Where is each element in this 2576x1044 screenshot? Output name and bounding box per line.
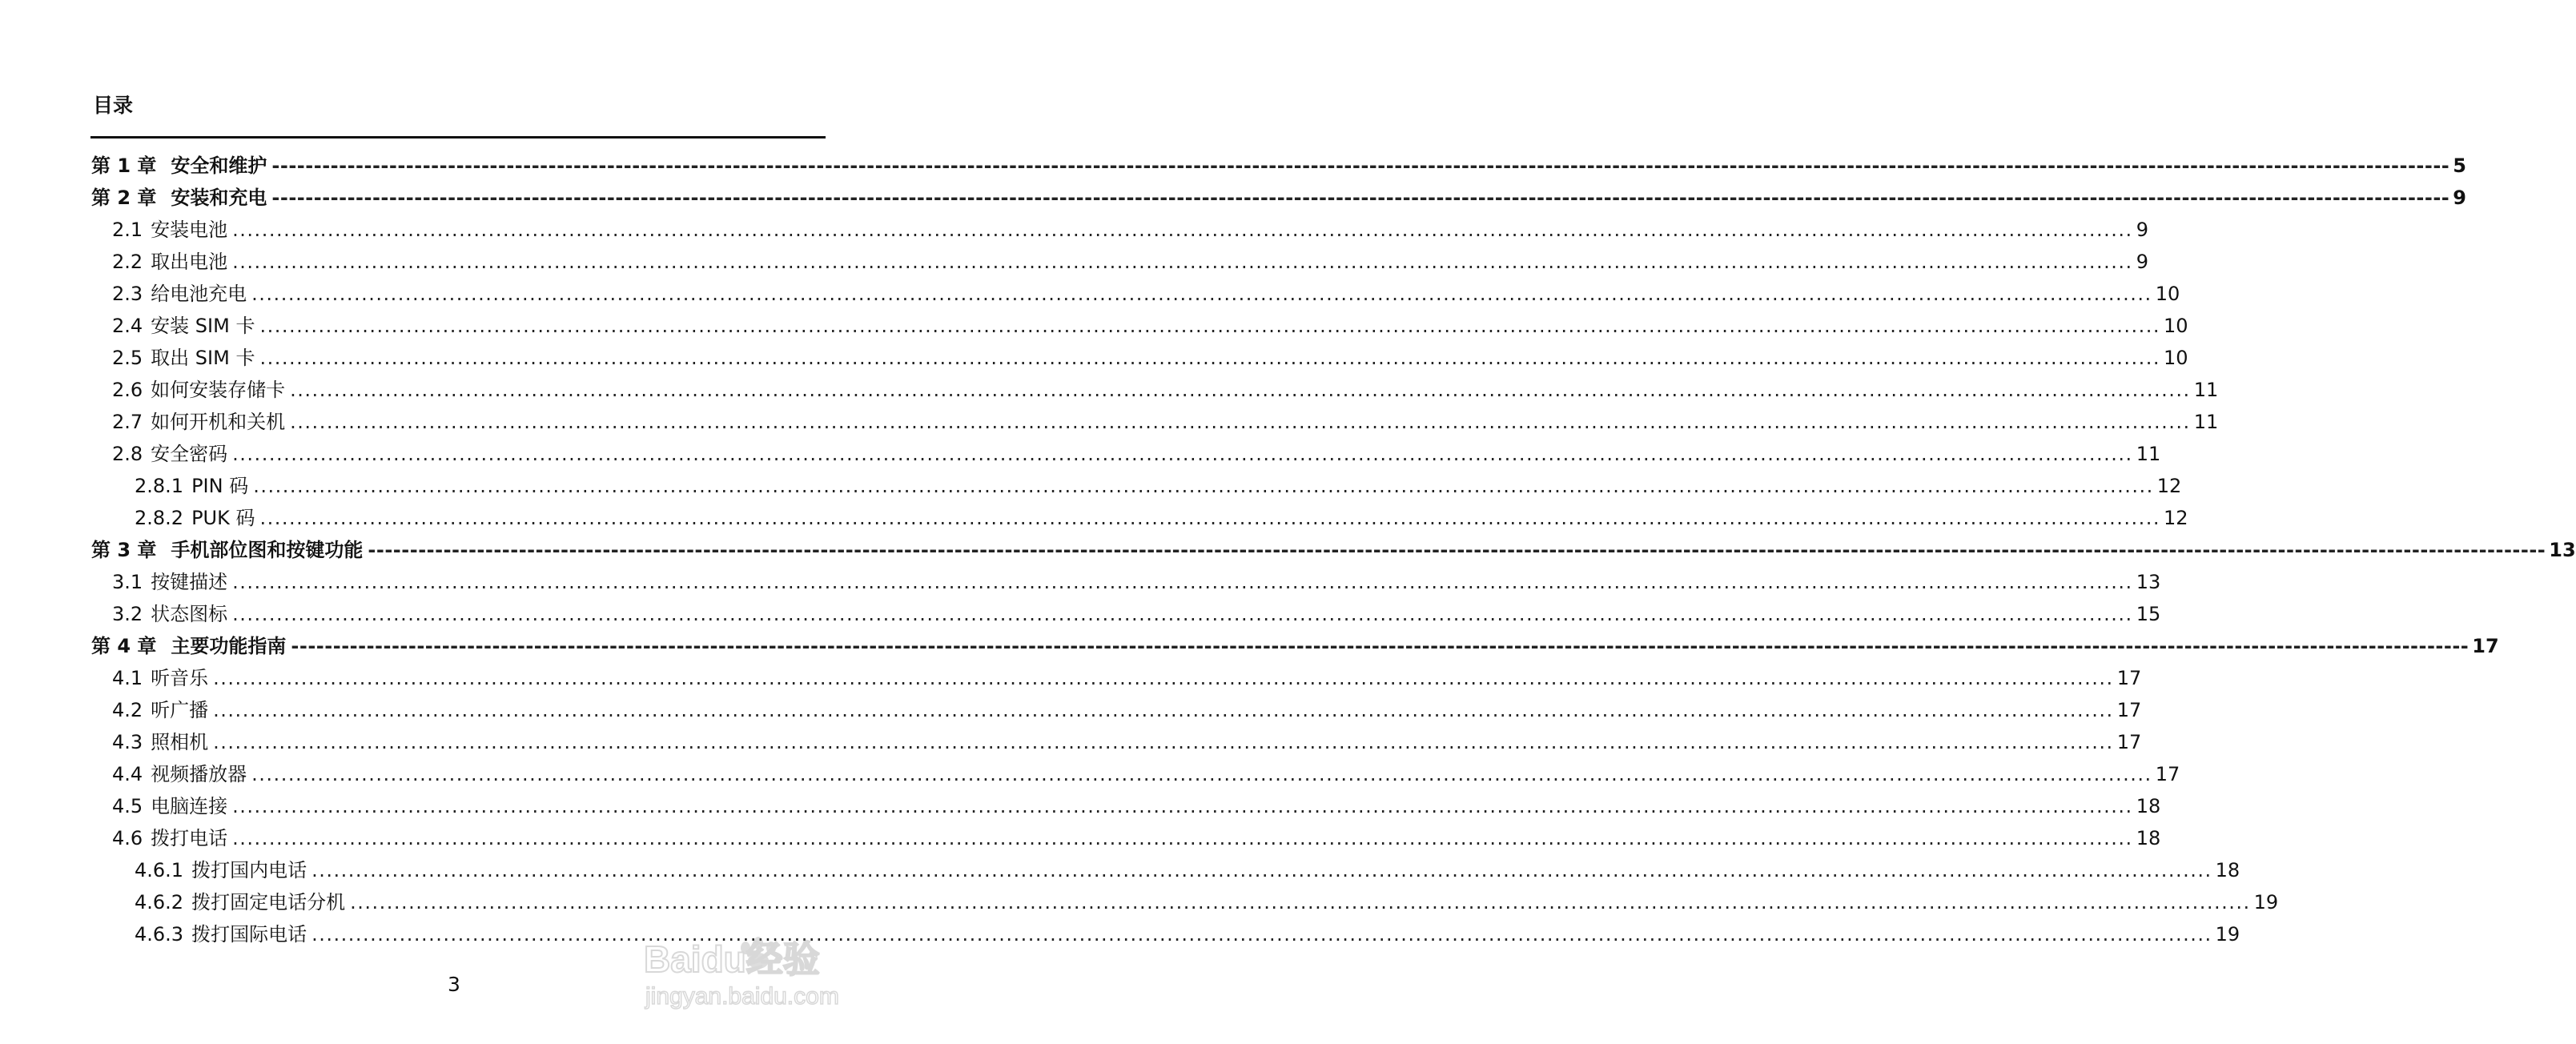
toc-entry-title: 安装和充电 [171,187,267,209]
toc-subsection-entry[interactable] [91,502,2188,534]
toc-entry-title: 电脑连接 [151,795,228,817]
toc-leader: .................................................................................................................................................................................................................................................................... [290,379,2191,401]
toc-chapter-entry[interactable] [91,150,2466,182]
toc-entry-number: 第 1 章 [91,155,157,177]
toc-entry-page: 5 [2453,155,2466,177]
toc-section-entry[interactable] [91,374,2219,406]
watermark-brand: Baidu经验 [644,938,820,980]
toc-entry-page: 10 [2155,283,2180,305]
toc-entry-number: 2.3 [112,283,143,305]
toc-entry-page: 19 [2215,923,2240,946]
toc-leader: .................................................................................................................................................................................................................................................................... [232,795,2133,817]
toc-leader: .................................................................................................................................................................................................................................................................... [251,763,2152,785]
toc-entry-title: 手机部位图和按键功能 [171,539,364,561]
toc-chapter-entry[interactable] [91,534,2576,566]
toc-section-entry[interactable] [91,406,2219,438]
heading-rule [90,136,826,139]
toc-leader: -------------------------------------------------------------------------------------------------------------------------------------------------------------------------------------------------------------------------------------------------------------------- [291,635,2470,657]
toc-leader: -------------------------------------------------------------------------------------------------------------------------------------------------------------------------------------------------------------------------------------------------------------------- [271,155,2450,177]
table-of-contents [91,150,2576,950]
toc-entry-page: 17 [2116,667,2142,689]
toc-entry-title: 如何安装存储卡 [151,379,286,401]
toc-leader: .................................................................................................................................................................................................................................................................... [232,603,2133,625]
toc-entry-title: 主要功能指南 [171,635,287,657]
toc-entry-title: 如何开机和关机 [151,411,286,433]
toc-entry-number: 2.8.1 [135,475,184,497]
toc-entry-page: 13 [2136,571,2161,593]
toc-entry-title: 安全和维护 [171,155,267,177]
toc-leader: .................................................................................................................................................................................................................................................................... [290,411,2191,433]
toc-entry-number: 4.6 [112,827,143,849]
toc-entry-page: 18 [2136,795,2161,817]
toc-entry-title: 安装电池 [151,219,228,241]
toc-entry-page: 15 [2136,603,2161,625]
toc-leader: .................................................................................................................................................................................................................................................................... [259,347,2160,369]
toc-section-entry[interactable] [91,790,2161,822]
toc-entry-title: 给电池充电 [151,283,247,305]
toc-section-entry[interactable] [91,598,2161,630]
toc-entry-page: 18 [2136,827,2161,849]
toc-entry-title: 照相机 [151,731,209,753]
toc-section-entry[interactable] [91,694,2142,726]
toc-entry-title: 状态图标 [151,603,228,625]
toc-entry-page: 11 [2193,411,2219,433]
toc-entry-number: 4.2 [112,699,143,721]
toc-entry-number: 第 2 章 [91,187,157,209]
watermark-url: jingyan.baidu.com [645,983,839,1010]
toc-entry-number: 2.5 [112,347,143,369]
baidu-jingyan-watermark [641,926,857,1014]
toc-entry-title: 取出电池 [151,251,228,273]
toc-entry-title: 安全密码 [151,443,228,465]
toc-leader: .................................................................................................................................................................................................................................................................... [311,923,2212,946]
toc-leader: .................................................................................................................................................................................................................................................................... [232,251,2133,273]
toc-entry-title: PIN 码 [191,475,249,497]
toc-leader: -------------------------------------------------------------------------------------------------------------------------------------------------------------------------------------------------------------------------------------------------------------------- [271,187,2450,209]
toc-leader: .................................................................................................................................................................................................................................................................... [232,571,2133,593]
toc-entry-number: 2.7 [112,411,143,433]
toc-entry-page: 19 [2253,891,2279,914]
toc-entry-number: 2.1 [112,219,143,241]
toc-leader: .................................................................................................................................................................................................................................................................... [251,283,2152,305]
toc-leader: .................................................................................................................................................................................................................................................................... [213,667,2114,689]
toc-section-entry[interactable] [91,662,2142,694]
toc-entry-number: 4.1 [112,667,143,689]
toc-entry-number: 第 3 章 [91,539,157,561]
toc-entry-page: 18 [2215,859,2240,881]
toc-entry-number: 2.4 [112,315,143,337]
toc-section-entry[interactable] [91,758,2180,790]
toc-entry-page: 9 [2136,219,2148,241]
toc-subsection-entry[interactable] [91,470,2182,502]
toc-section-entry[interactable] [91,310,2188,342]
toc-entry-page: 11 [2136,443,2161,465]
toc-leader: .................................................................................................................................................................................................................................................................... [350,891,2251,914]
toc-entry-number: 4.6.2 [135,891,184,914]
toc-chapter-entry[interactable] [91,630,2499,662]
toc-subsection-entry[interactable] [91,854,2240,886]
toc-entry-number: 4.6.3 [135,923,184,946]
toc-heading: 目录 [93,94,134,117]
toc-entry-page: 13 [2549,539,2576,561]
toc-leader: .................................................................................................................................................................................................................................................................... [213,699,2114,721]
toc-entry-number: 4.5 [112,795,143,817]
toc-entry-number: 第 4 章 [91,635,157,657]
toc-entry-page: 17 [2155,763,2180,785]
toc-entry-page: 12 [2156,475,2182,497]
toc-section-entry[interactable] [91,438,2161,470]
toc-entry-title: 拨打国际电话 [191,923,307,946]
toc-entry-page: 9 [2136,251,2148,273]
toc-section-entry[interactable] [91,278,2180,310]
toc-entry-number: 2.8 [112,443,143,465]
toc-entry-number: 3.2 [112,603,143,625]
toc-section-entry[interactable] [91,566,2161,598]
toc-entry-title: 安装 SIM 卡 [151,315,255,337]
toc-entry-title: 视频播放器 [151,763,247,785]
toc-entry-page: 12 [2164,507,2188,529]
toc-entry-page: 17 [2472,635,2499,657]
toc-entry-title: 取出 SIM 卡 [151,347,255,369]
toc-leader: .................................................................................................................................................................................................................................................................... [259,315,2160,337]
toc-leader: .................................................................................................................................................................................................................................................................... [232,219,2133,241]
toc-section-entry[interactable] [91,822,2161,854]
toc-entry-title: 听音乐 [151,667,209,689]
toc-entry-page: 17 [2116,699,2142,721]
toc-entry-title: 拨打固定电话分机 [191,891,346,914]
toc-entry-title: 按键描述 [151,571,228,593]
toc-section-entry[interactable] [91,246,2148,278]
toc-leader: -------------------------------------------------------------------------------------------------------------------------------------------------------------------------------------------------------------------------------------------------------------------- [368,539,2546,561]
page-number: 3 [448,973,460,996]
toc-leader: .................................................................................................................................................................................................................................................................... [311,859,2212,881]
toc-entry-page: 10 [2163,347,2188,369]
toc-entry-title: PUK 码 [191,507,255,529]
toc-entry-number: 2.8.2 [135,507,184,529]
toc-entry-page: 9 [2453,187,2466,209]
toc-chapter-entry[interactable] [91,182,2466,214]
toc-entry-title: 拨打国内电话 [191,859,307,881]
toc-entry-number: 2.2 [112,251,143,273]
toc-leader: .................................................................................................................................................................................................................................................................... [232,827,2133,849]
toc-entry-number: 3.1 [112,571,143,593]
toc-entry-page: 10 [2163,315,2188,337]
toc-section-entry[interactable] [91,726,2142,758]
toc-leader: .................................................................................................................................................................................................................................................................... [259,507,2160,529]
toc-entry-page: 11 [2193,379,2219,401]
toc-section-entry[interactable] [91,342,2188,374]
toc-entry-number: 4.6.1 [135,859,184,881]
toc-entry-number: 2.6 [112,379,143,401]
toc-entry-page: 17 [2116,731,2142,753]
toc-entry-title: 听广播 [151,699,209,721]
toc-entry-number: 4.4 [112,763,143,785]
toc-subsection-entry[interactable] [91,886,2279,918]
toc-leader: .................................................................................................................................................................................................................................................................... [232,443,2133,465]
toc-entry-number: 4.3 [112,731,143,753]
toc-entry-title: 拨打电话 [151,827,228,849]
toc-leader: .................................................................................................................................................................................................................................................................... [213,731,2114,753]
toc-leader: .................................................................................................................................................................................................................................................................... [253,475,2154,497]
toc-section-entry[interactable] [91,214,2148,246]
